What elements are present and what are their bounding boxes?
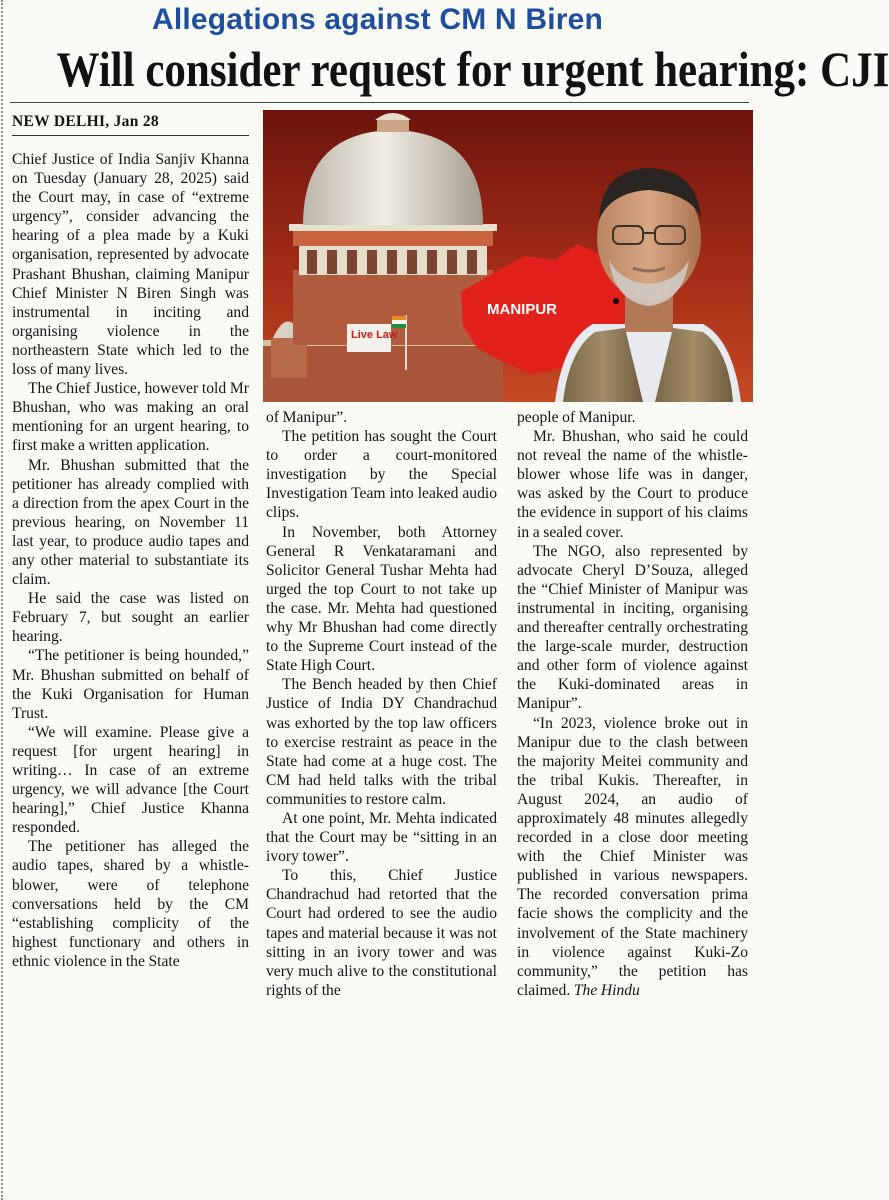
photo-illustration	[263, 110, 753, 402]
paragraph: Mr. Bhushan, who said he could not reveal the name of the whistle-blower whose life was in danger, was asked by the Court to produce the evidence in support of his claims in a sealed cover.	[517, 428, 748, 541]
page-edge-rule	[1, 0, 3, 1200]
article-photo	[263, 110, 753, 402]
source-credit: The Hindu	[573, 981, 640, 999]
paragraph: “The petitioner is being hounded,” Mr. Bhushan submitted on behalf of the Kuki Organisation for Human Trust.	[12, 647, 249, 722]
paragraph: Mr. Bhushan submitted that the petitioner has already complied with a direction from the apex Court in the previous hearing, on November 11 last year, to produce audio tapes and any other material to substantiate its claim.	[12, 456, 249, 589]
paragraph: The petition has sought the Court to order a court-monitored investigation by the Special Investigation Team into leaked audio clips.	[266, 428, 497, 522]
article-column-1	[12, 150, 249, 971]
headline-rule	[10, 102, 749, 103]
paragraph: In November, both Attorney General R Venkataramani and Solicitor General Tushar Mehta had urged the top Court to not take up the case. Mr. Mehta had questioned why Mr Bhushan had come directly to the Supreme Court instead of the State High Court.	[266, 523, 497, 675]
live-law-watermark: Live Law	[351, 329, 398, 341]
headline: Will consider request for urgent hearing: CJI	[56, 41, 889, 97]
dateline: NEW DELHI, Jan 28	[12, 113, 249, 136]
paragraph: The Bench headed by then Chief Justice of India DY Chandrachud was exhorted by the top law officers to exercise restraint as peace in the State had come at a huge cost. The CM had held talks with the tribal communities to restore calm.	[266, 676, 497, 808]
paragraph: “In 2023, violence broke out in Manipur due to the clash between the majority Meitei community and the tribal Kukis. Thereafter, in August 2024, an audio of approximately 48 minutes allegedly recorded in a close door meeting with the Chief Minister was published in various newspapers. The recorded conversation prima facie shows the complicity and the involvement of the State machinery in violence against Kuki-Zo community,” the petition has claimed. The Hindu	[517, 714, 748, 999]
paragraph: The Chief Justice, however told Mr Bhushan, who was making an oral mentioning for an urgent hearing, to first make a written application.	[12, 380, 249, 455]
paragraph: The petitioner has alleged the audio tapes, shared by a whistle-blower, were of telephone conversations held by the CM “establishing complicity of the highest functionary and others in ethnic violence in the State	[12, 838, 249, 970]
paragraph: Chief Justice of India Sanjiv Khanna on Tuesday (January 28, 2025) said the Court may, in case of “extreme urgency”, consider advancing the hearing of a plea made by a Kuki organisation, represented by advocate Prashant Bhushan, claiming Manipur Chief Minister N Biren Singh was instrumental in inciting and organising violence in the northeastern State which led to the loss of many lives.	[12, 151, 249, 379]
paragraph: people of Manipur.	[517, 409, 636, 426]
paragraph: At one point, Mr. Mehta indicated that the Court may be “sitting in an ivory tower”.	[266, 809, 497, 866]
paragraph: The NGO, also represented by advocate Cheryl D’Souza, alleged the “Chief Minister of Manipur was instrumental in inciting, organising and thereafter centrally orchestrating the large-scale murder, destruction and other form of violence against the Kuki-dominated areas in Manipur”.	[517, 542, 748, 713]
article-column-2	[266, 408, 497, 1000]
kicker: Allegations against CM N Biren	[151, 3, 604, 36]
paragraph: He said the case was listed on February 7, but sought an earlier hearing.	[12, 590, 249, 646]
paragraph: To this, Chief Justice Chandrachud had retorted that the Court had ordered to see the audio tapes and material because it was not sitting in an ivory tower and was very much alive to the constitutional rights of the	[266, 867, 497, 999]
paragraph: “We will examine. Please give a request [for urgent hearing] in writing… In case of an extreme urgency, we will advance [the Court hearing],” Chief Justice Khanna responded.	[12, 723, 249, 837]
paragraph: of Manipur”.	[266, 409, 348, 426]
map-label: MANIPUR	[487, 301, 557, 318]
article-column-3	[517, 408, 748, 1000]
